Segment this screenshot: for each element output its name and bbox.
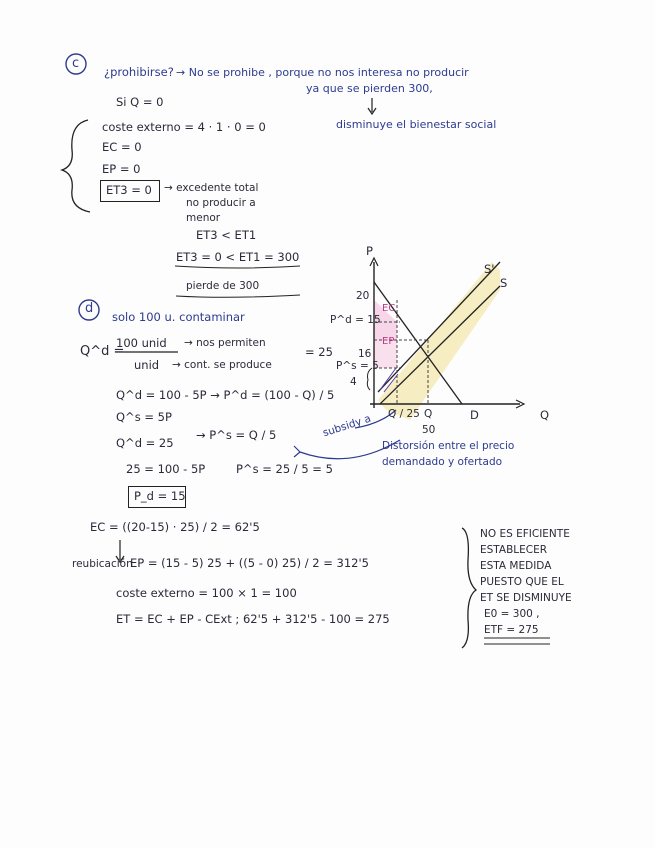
qd-frac-den: unid [134,358,160,372]
graph-s-prime-label: S' [484,262,495,276]
answer-line-1: → No se prohibe , porque no nos interesa no producir [176,66,469,79]
graph-d-label: D [470,408,479,422]
graph-x50: 50 [422,424,436,436]
graph-distortion-label: Distorsión entre el precio demandado y ofertado [382,440,515,468]
graph-y15: P^d = 15 [330,314,381,326]
ps-5: P^s = 25 / 5 = 5 [236,462,333,476]
note-line-6: E0 = 300 , [484,608,540,620]
qd-25: Q^d = 25 [116,436,174,450]
qd-result: = 25 [305,345,333,359]
eq-25: 25 = 100 - 5P [126,462,206,476]
note-line-1: NO ES EFICIENTE [480,528,570,540]
et3-c: ET3 = 0 [106,183,152,197]
supply-equation: Q^s = 5P [116,410,172,424]
realocacion-label: reubicación [72,558,133,570]
graph-ep-label: EP [382,336,395,347]
ep-c: EP = 0 [102,162,141,176]
qd-frac-num-note: → nos permiten [184,337,266,349]
ec-equation: EC = ((20-15) · 25) / 2 = 62'5 [90,520,260,534]
graph-xqa: Q [424,408,433,420]
ep-equation: EP = (15 - 5) 25 + ((5 - 0) 25) / 2 = 312'5 [130,556,369,570]
graph-q-axis-label: Q [540,408,550,422]
coste-externo-c: coste externo = 4 · 1 · 0 = 0 [102,120,266,134]
graph-yp5: P^s = 5 [336,360,379,372]
answer-line-3: disminuye el bienestar social [336,118,497,131]
graph-y20: 20 [356,290,370,302]
note-line-4: PUESTO QUE EL [480,576,564,588]
excedente-line-3: menor [186,212,221,224]
graph-subsidy-label: subsidy a [321,412,373,440]
pierde-text: pierde de 300 [186,280,260,292]
section-d-intro: solo 100 u. contaminar [112,310,245,324]
question-text: ¿prohibirse? [104,65,174,79]
coste-externo-d: coste externo = 100 × 1 = 100 [116,586,297,600]
excedente-line-1: → excedente total [164,182,259,194]
note-line-7: ETF = 275 [484,624,539,636]
graph-p-axis-label: P [366,244,373,258]
demand-equation: Q^d = 100 - 5P → P^d = (100 - Q) / 5 [116,388,335,402]
graph-s-label: S [500,276,508,290]
inequality-2: ET3 = 0 < ET1 = 300 [176,250,300,264]
note-line-2: ESTABLECER [480,544,548,556]
section-d-marker: d [85,301,94,316]
ps-equation: → P^s = Q / 5 [196,428,277,442]
si-q-zero: Si Q = 0 [116,95,164,109]
note-line-5: ET SE DISMINUYE [480,592,572,604]
qd-frac-den-note: → cont. se produce [172,359,272,371]
section-c-marker: c [72,56,80,71]
graph-y16: 16 [358,348,372,360]
pd-15: P_d = 15 [134,489,186,503]
answer-line-2: ya que se pierden 300, [306,82,433,95]
qd-lhs: Q^d = [80,344,125,359]
graph-x25: Q / 25 [388,408,420,420]
et-equation: ET = EC + EP - CExt ; 62'5 + 312'5 - 100 = 275 [116,612,390,626]
ec-c: EC = 0 [102,140,142,154]
inequality-1: ET3 < ET1 [196,228,257,242]
qd-frac-num: 100 unid [116,336,167,350]
graph-ec-label: EC [382,303,396,314]
note-line-3: ESTA MEDIDA [480,560,552,572]
excedente-line-2: no producir a [186,197,256,209]
graph-y4: 4 [350,376,357,388]
